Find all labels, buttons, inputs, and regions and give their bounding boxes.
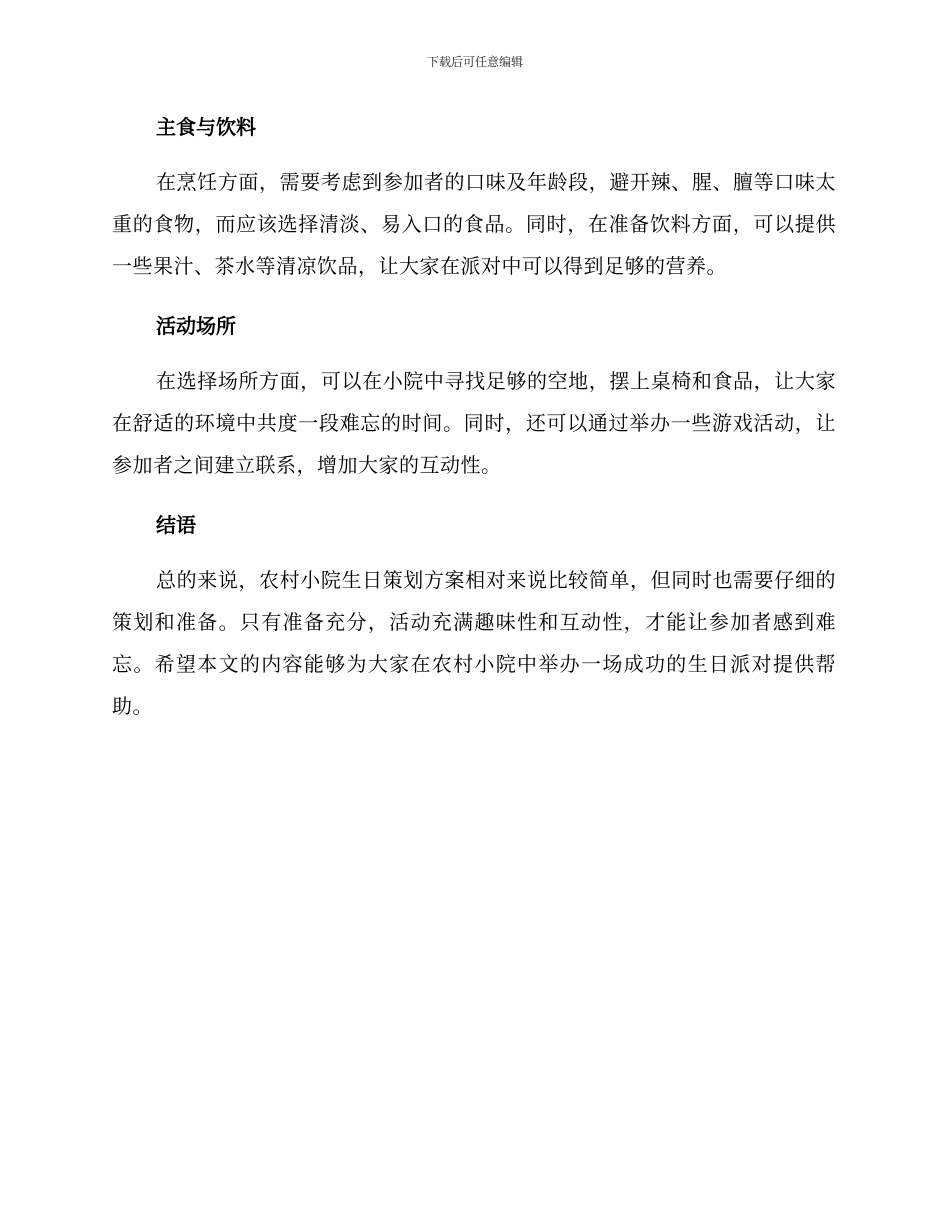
section-heading: 结语	[156, 513, 196, 537]
section-paragraph: 总的来说，农村小院生日策划方案相对来说比较简单，但同时也需要仔细的策划和准备。只有准备充分，活动充满趣味性和互动性，才能让参加者感到难忘。希望本文的内容能够为大家在农村小院中举办一场成功的生日派对提供帮助。	[112, 568, 836, 718]
section-paragraph: 在烹饪方面，需要考虑到参加者的口味及年龄段，避开辣、腥、膻等口味太重的食物，而应该选择清淡、易入口的食品。同时，在准备饮料方面，可以提供一些果汁、茶水等清凉饮品，让大家在派对中可以得到足够的营养。	[112, 170, 836, 278]
section-venue	[112, 309, 836, 486]
document-content	[112, 110, 836, 749]
section-heading: 主食与饮料	[156, 115, 256, 139]
page-header-note: 下载后可任意编辑	[426, 55, 523, 69]
section-staple-food-and-drinks	[112, 110, 836, 287]
section-paragraph: 在选择场所方面，可以在小院中寻找足够的空地，摆上桌椅和食品，让大家在舒适的环境中共度一段难忘的时间。同时，还可以通过举办一些游戏活动，让参加者之间建立联系，增加大家的互动性。	[112, 369, 836, 477]
section-conclusion	[112, 508, 836, 727]
section-heading: 活动场所	[156, 314, 236, 338]
